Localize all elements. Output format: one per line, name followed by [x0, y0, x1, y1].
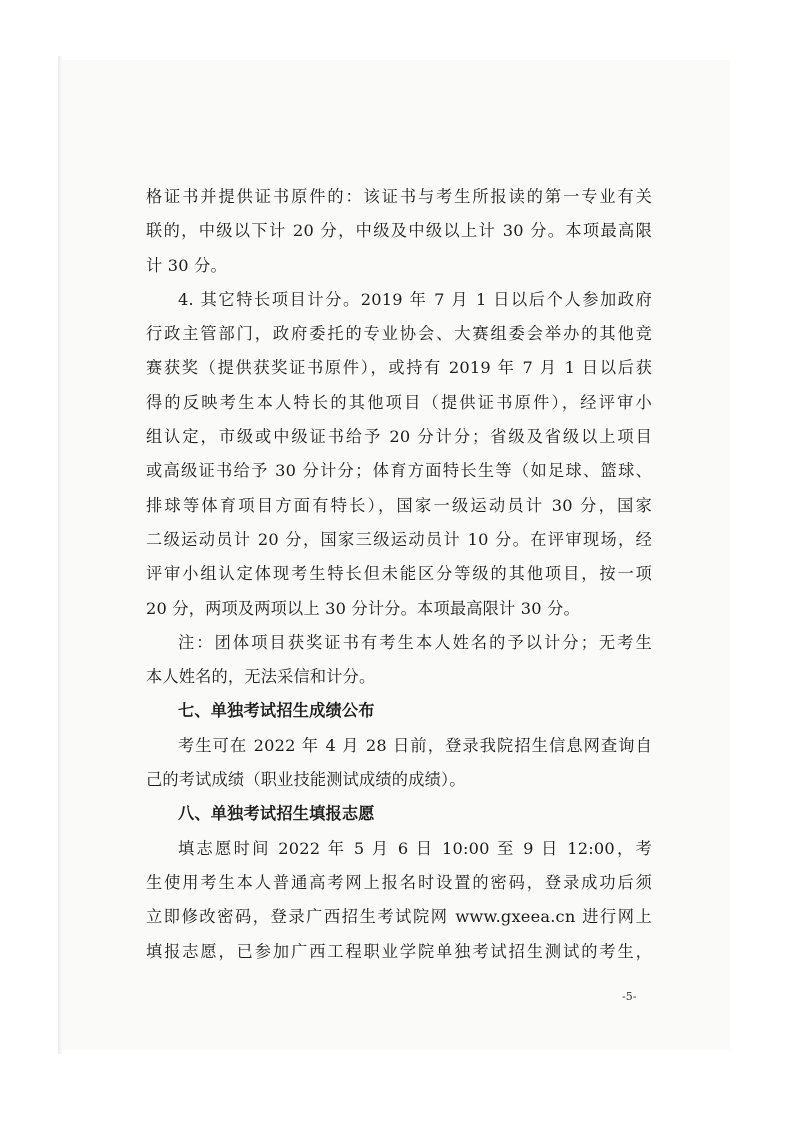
text-line: 行政主管部门，政府委托的专业协会、大赛组委会举办的其他竞 [146, 324, 652, 344]
text-line: 得的反映考生本人特长的其他项目（提供证书原件），经评审小 [146, 392, 652, 412]
text-line: 注：团体项目获奖证书有考生本人姓名的予以计分；无考生 [178, 632, 652, 652]
text-line: 己的考试成绩（职业技能测试成绩的成绩）。 [146, 770, 466, 790]
section-heading: 七、单独考试招生成绩公布 [178, 701, 375, 721]
page-number: -5- [622, 990, 637, 1003]
text-line: 二级运动员计 20 分，国家三级运动员计 10 分。在评审现场，经 [146, 529, 652, 549]
text-line: 考生可在 2022 年 4 月 28 日前，登录我院招生信息网查询自 [178, 735, 652, 755]
text-line: 排球等体育项目方面有特长），国家一级运动员计 30 分，国家 [146, 495, 652, 515]
text-lines [146, 180, 652, 969]
text-line: 组认定，市级或中级证书给予 20 分计分；省级及省级以上项目 [146, 427, 652, 447]
text-line: 立即修改密码，登录广西招生考试院网 www.gxeea.cn 进行网上 [146, 907, 652, 927]
text-line: 联的，中级以下计 20 分，中级及中级以上计 30 分。本项最高限 [146, 221, 652, 241]
text-line: 或高级证书给予 30 分计分；体育方面特长生等（如足球、篮球、 [146, 461, 652, 481]
text-line: 本人姓名的，无法采信和计分。 [146, 667, 376, 687]
text-line: 格证书并提供证书原件的：该证书与考生所报读的第一专业有关 [146, 187, 652, 206]
text-line: 4. 其它特长项目计分。2019 年 7 月 1 日以后个人参加政府 [178, 289, 652, 309]
text-line: 评审小组认定体现考生特长但未能区分等级的其他项目，按一项 [146, 564, 652, 584]
text-line: 计 30 分。 [146, 255, 227, 275]
text-line: 赛获奖（提供获奖证书原件），或持有 2019 年 7 月 1 日以后获 [146, 358, 652, 378]
text-line: 20 分，两项及两项以上 30 分计分。本项最高限计 30 分。 [146, 598, 580, 618]
text-line: 填志愿时间 2022 年 5 月 6 日 10:00 至 9 日 12:00，考 [178, 838, 652, 858]
text-line: 填报志愿，已参加广西工程职业学院单独考试招生测试的考生， [146, 941, 652, 961]
text-line: 生使用考生本人普通高考网上报名时设置的密码，登录成功后须 [146, 872, 652, 892]
section-heading: 八、单独考试招生填报志愿 [178, 804, 375, 824]
document-body [146, 180, 652, 969]
